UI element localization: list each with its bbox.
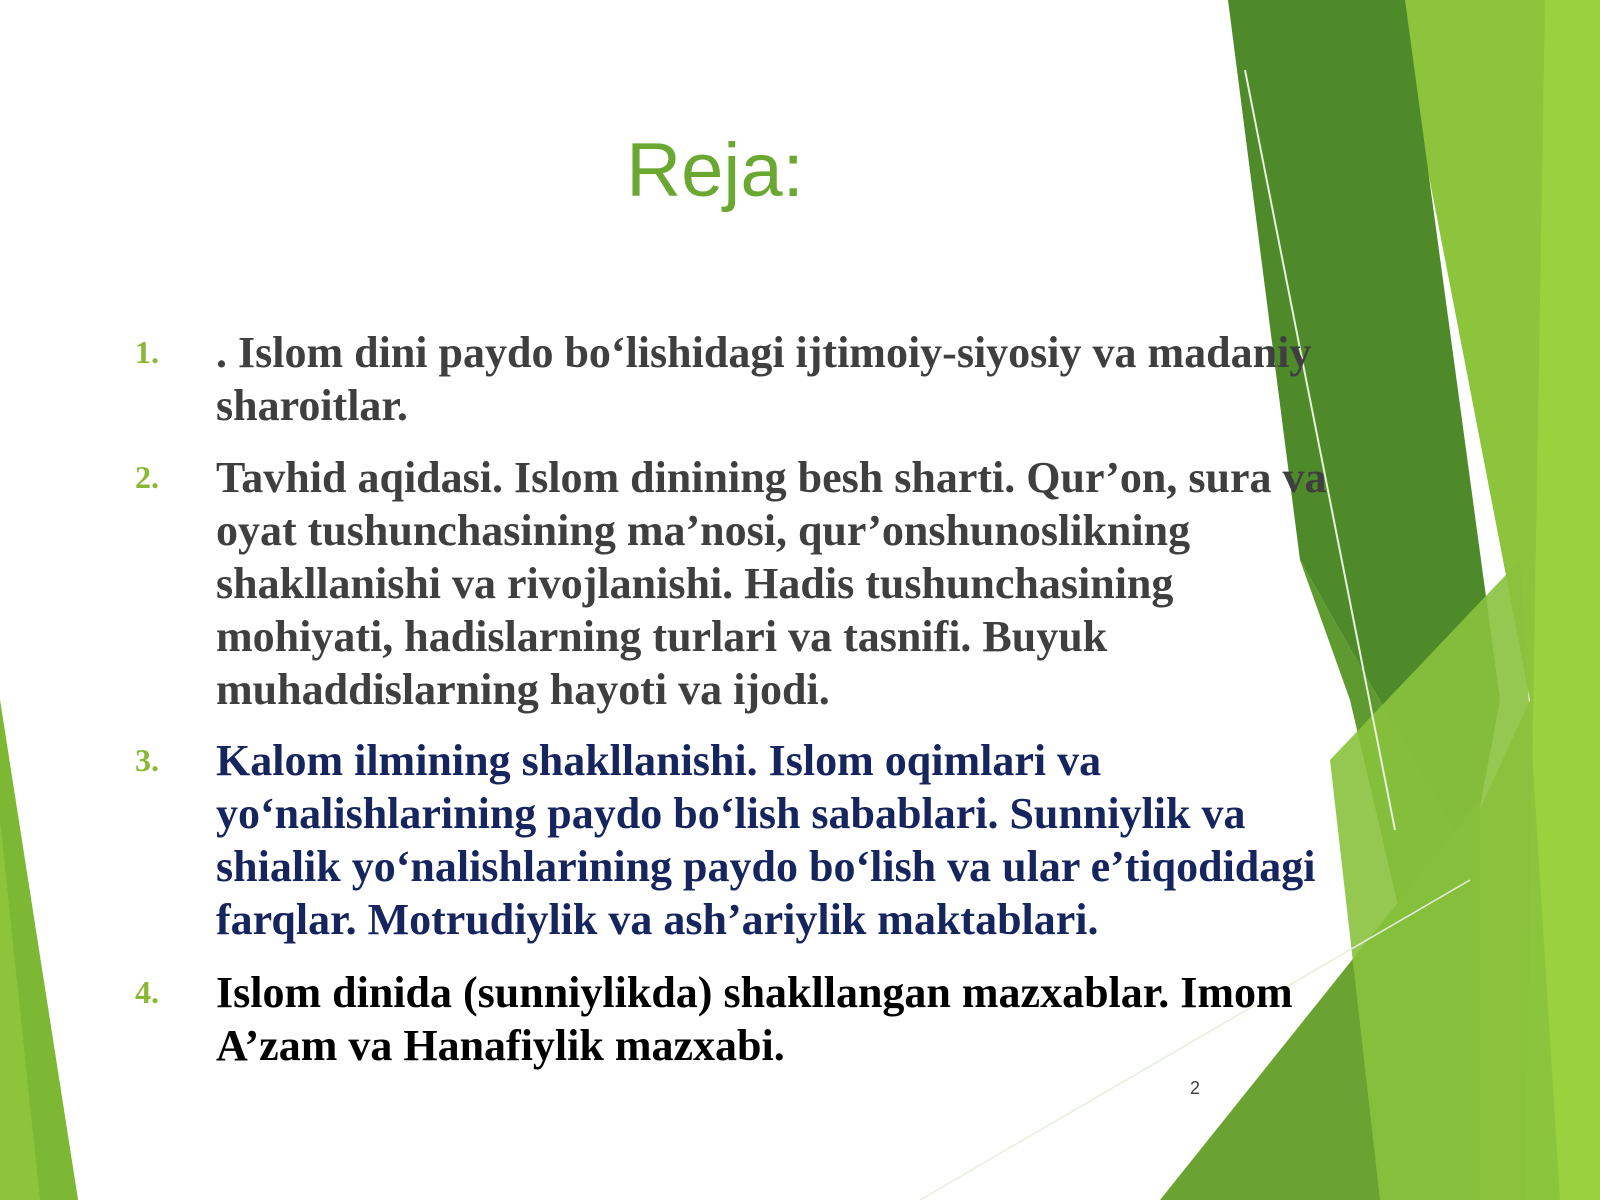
item-text <box>216 966 1466 1072</box>
slide-title: Reja: <box>626 128 804 213</box>
item-text-line: Kalom ilmining shakllanishi. Islom oqimlari va <box>216 736 1102 785</box>
item-text-line: . Islom dini paydo bo‘lishidagi ijtimoiy-siyosiy va madaniy <box>216 328 1312 377</box>
item-text-line: Tavhid aqidasi. Islom dinining besh sharti. Qur’on, sura va <box>216 453 1327 502</box>
item-number: 2. <box>135 459 159 495</box>
page-number: 2 <box>1190 1078 1201 1098</box>
item-text-line: yo‘nalishlarining paydo bo‘lish sabablari. Sunniylik va <box>216 789 1246 838</box>
item-text-line: A’zam va Hanafiylik mazxabi. <box>216 1021 785 1070</box>
item-text-line: muhaddislarning hayoti va ijodi. <box>216 665 830 714</box>
item-text-line: oyat tushunchasining ma’nosi, qur’onshunoslikning <box>216 506 1191 555</box>
item-text-line: sharoitlar. <box>216 381 408 430</box>
item-text-line: shialik yo‘nalishlarining paydo bo‘lish va ular e’tiqodidagi <box>216 842 1316 891</box>
item-text-line: Islom dinida (sunniylikda) shakllangan mazxablar. Imom <box>216 968 1293 1017</box>
item-text <box>216 326 1466 432</box>
item-text <box>216 451 1466 716</box>
item-text <box>216 734 1466 946</box>
item-text-line: mohiyati, hadislarning turlari va tasnifi. Buyuk <box>216 612 1108 661</box>
item-number: 1. <box>135 334 159 370</box>
item-text-line: farqlar. Motrudiylik va ash’ariylik maktablari. <box>216 895 1099 944</box>
item-number: 3. <box>135 742 159 778</box>
item-text-line: shakllanishi va rivojlanishi. Hadis tushunchasining <box>216 559 1174 608</box>
item-number: 4. <box>135 974 159 1010</box>
